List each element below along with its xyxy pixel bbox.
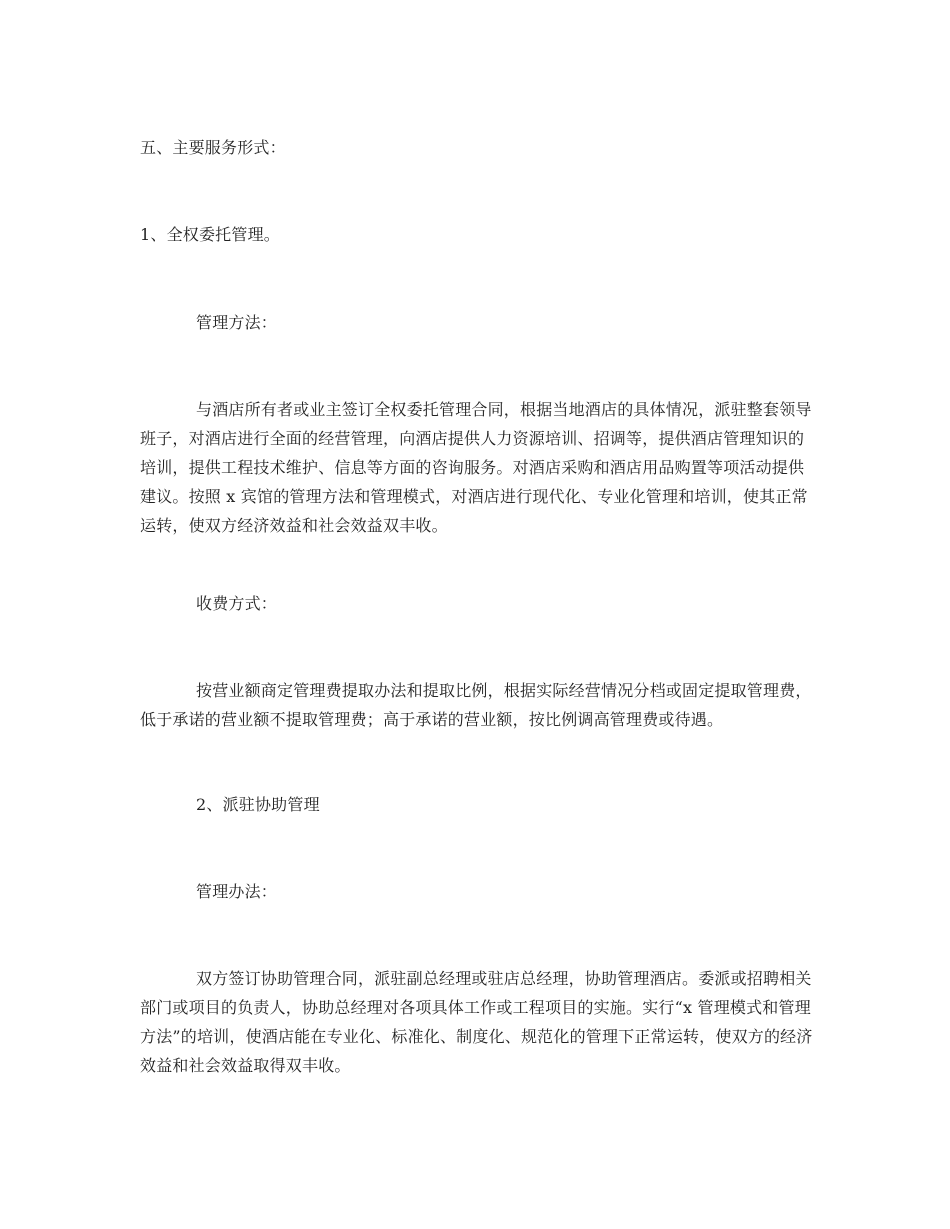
item2-title: 2、派驻协助管理 [196,795,320,814]
item1-method-paragraph: 与酒店所有者或业主签订全权委托管理合同，根据当地酒店的具体情况，派驻整套领导班子，对酒店进行全面的经营管理，向酒店提供人力资源培训、招调等，提供酒店管理知识的培训，提供工程技术维护、信息等方面的咨询服务。对酒店采购和酒店用品购置等项活动提供建议。按照 x 宾馆的管理方法和管理模式，对酒店进行现代化、专业化管理和培训，使其正常运转，使双方经济效益和社会效益双丰收。 [140,400,812,535]
item1-method-label: 管理方法： [196,313,278,332]
item2-method-paragraph: 双方签订协助管理合同，派驻副总经理或驻店总经理，协助管理酒店。委派或招聘相关部门或项目的负责人，协助总经理对各项具体工作或工程项目的实施。实行“x 管理模式和管理方法”的培训，使酒店能在专业化、标准化、制度化、规范化的管理下正常运转，使双方的经济效益和社会效益取得双丰收。 [140,969,813,1075]
item1-title: 1、全权委托管理。 [140,225,280,244]
item1-fee-label: 收费方式： [196,594,278,613]
section-heading: 五、主要服务形式： [140,138,286,157]
item2-method-label: 管理办法： [196,882,278,901]
item1-fee-paragraph: 按营业额商定管理费提取办法和提取比例，根据实际经营情况分档或固定提取管理费，低于承诺的营业额不提取管理费；高于承诺的营业额，按比例调高管理费或待遇。 [140,681,812,729]
